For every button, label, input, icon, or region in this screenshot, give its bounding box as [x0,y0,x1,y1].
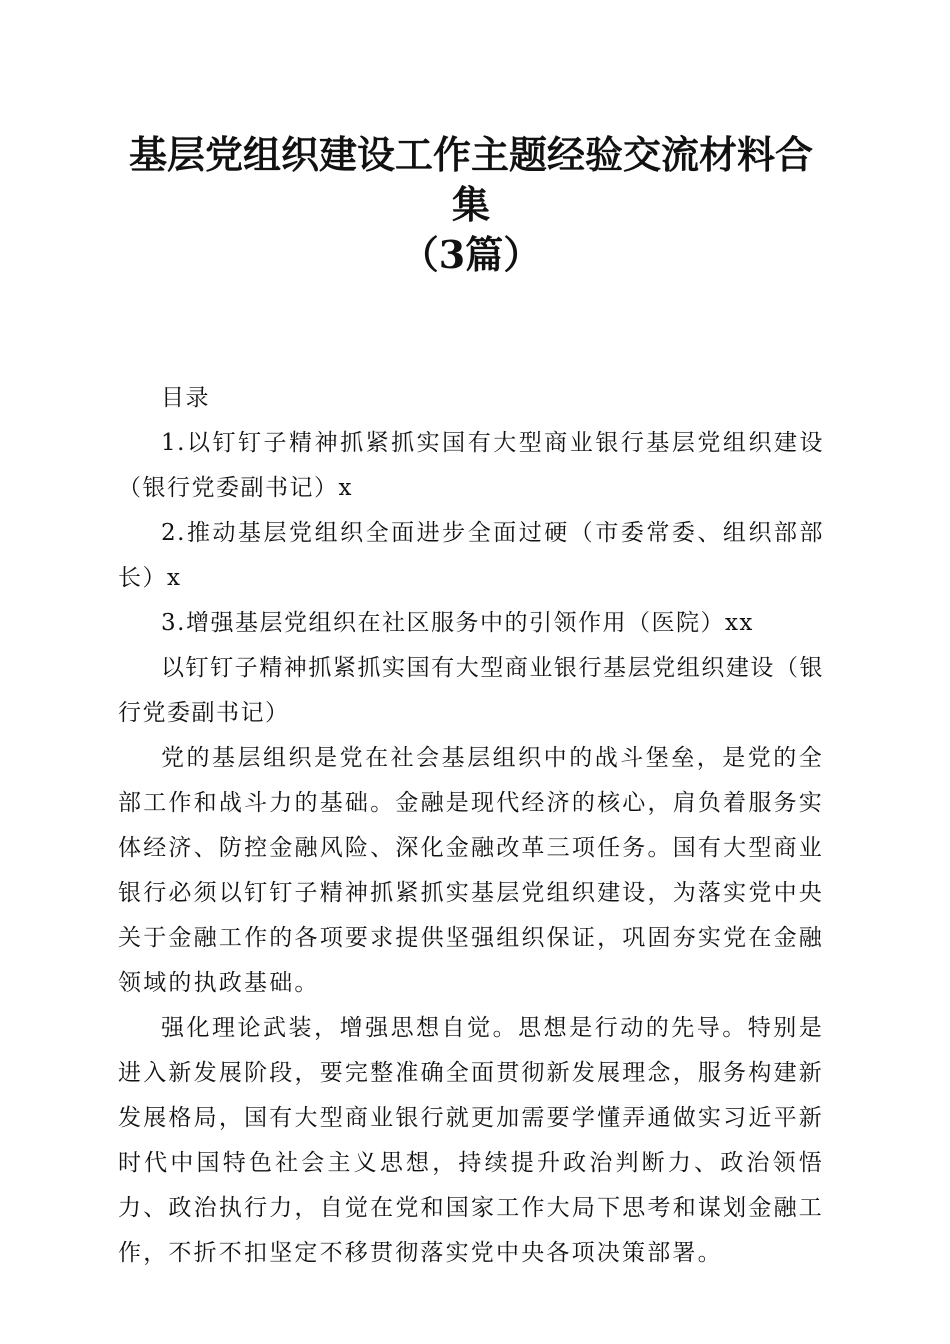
document-title [118,130,824,280]
paragraph-2: 强化理论武装，增强思想自觉。思想是行动的先导。特别是进入新发展阶段，要完整准确全面贯彻新发展理念，服务构建新发展格局，国有大型商业银行就更加需要学懂弄通做实习近平新时代中国特色社会主义思想，持续提升政治判断力、政治领悟力、政治执行力，自觉在党和国家工作大局下思考和谋划金融工作，不折不扣坚定不移贯彻落实党中央各项决策部署。 [118,1015,824,1266]
title-line-2: （3篇） [400,232,542,277]
title-line-1: 基层党组织建设工作主题经验交流材料合集 [128,132,813,227]
document-page [118,130,824,1276]
paragraph-1: 党的基层组织是党在社会基层组织中的战斗堡垒，是党的全部工作和战斗力的基础。金融是现代经济的核心，肩负着服务实体经济、防控金融风险、深化金融改革三项任务。国有大型商业银行必须以钉钉子精神抓紧抓实基层党组织建设，为落实党中央关于金融工作的各项要求提供坚强组织保证，巩固夯实党在金融领域的执政基础。 [118,745,824,996]
toc-item-1: 1.以钉钉子精神抓紧抓实国有大型商业银行基层党组织建设（银行党委副书记）x [118,430,824,501]
toc-item-3: 3.增强基层党组织在社区服务中的引领作用（医院）xx [161,610,754,636]
article-title: 以钉钉子精神抓紧抓实国有大型商业银行基层党组织建设（银行党委副书记） [118,655,824,726]
toc-heading: 目录 [161,385,210,411]
table-of-contents [118,376,824,646]
toc-item-2: 2.推动基层党组织全面进步全面过硬（市委常委、组织部部长）x [118,520,824,591]
